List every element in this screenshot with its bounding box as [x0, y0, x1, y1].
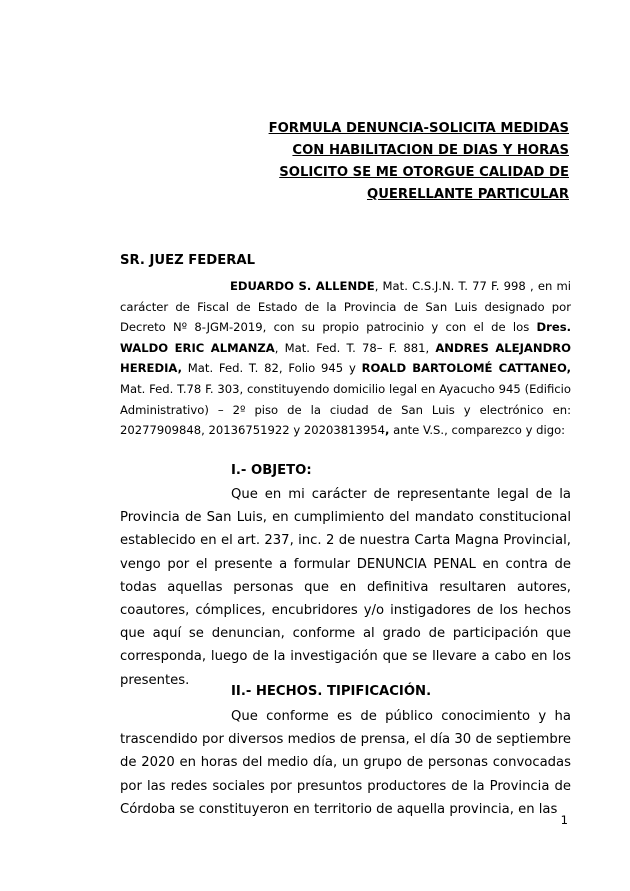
intro-text: Mat. Fed. T. 82, Folio 945 y [182, 361, 362, 376]
intro-text: ante V.S., comparezco y digo: [389, 423, 566, 438]
title-line: CON HABILITACION DE DIAS Y HORAS [292, 143, 569, 158]
section-heading-objeto: I.- OBJETO: [231, 463, 312, 478]
intro-text: Mat. Fed. T.78 F. 303, constituyendo domicilio legal en Ayacucho 945 (Edificio Administrativo) – 2º piso de la ciudad de San Luis y electrónico en: 20277909848, 20136751922 y 20203813954 [120, 381, 571, 438]
title-line: FORMULA DENUNCIA-SOLICITA MEDIDAS [268, 121, 569, 136]
intro-bold-comma: , [385, 423, 390, 438]
section-paragraph-objeto: Que en mi carácter de representante legal de la Provincia de San Luis, en cumplimiento del mandato constitucional establecido en el art. 237, inc. 2 de nuestra Carta Magna Provincial, vengo por el presente a formular DENUNCIA PENAL en contra de todas aquellas personas que en definitiva resultaren autores, coautores, cómplices, encubridores y/o instigadores de los hechos que aquí se denuncian, conforme al grado de participación que corresponda, luego de la investigación que se llevare a cabo en los presentes. [120, 487, 571, 688]
page-number: 1 [560, 813, 568, 827]
intro-paragraph [120, 276, 571, 441]
intro-text: , Mat. C.S.J.N. T. 77 F. 998 , en mi carácter de Fiscal de Estado de la Provincia de San Luis designado por Decreto Nº 8-JGM-2019, con su propio patrocinio y con el de los [120, 279, 571, 335]
section-paragraph-hechos: Que conforme es de público conocimiento y ha trascendido por diversos medios de prensa, el día 30 de septiembre de 2020 en horas del medio día, un grupo de personas convocadas por las redes sociales por presuntos productores de la Provincia de Córdoba se constituyeron en territorio de aquella provincia, en las [120, 709, 571, 817]
intro-bold-name: ANDRES ALEJANDRO HEREDIA, [120, 340, 571, 376]
title-line: QUERELLANTE PARTICULAR [366, 187, 569, 202]
intro-bold-name: EDUARDO S. ALLENDE [230, 279, 375, 293]
intro-bold-name: Dres. WALDO ERIC ALMANZA [120, 320, 571, 355]
section-heading-hechos: II.- HECHOS. TIPIFICACIÓN. [231, 684, 432, 699]
intro-bold-name: ROALD BARTOLOMÉ CATTANEO, [361, 361, 571, 376]
intro-text: , Mat. Fed. T. 78– F. 881, [274, 340, 436, 355]
document-title-block [149, 118, 569, 206]
title-line: SOLICITO SE ME OTORGUE CALIDAD DE [279, 165, 569, 180]
addressee: SR. JUEZ FEDERAL [120, 253, 256, 268]
